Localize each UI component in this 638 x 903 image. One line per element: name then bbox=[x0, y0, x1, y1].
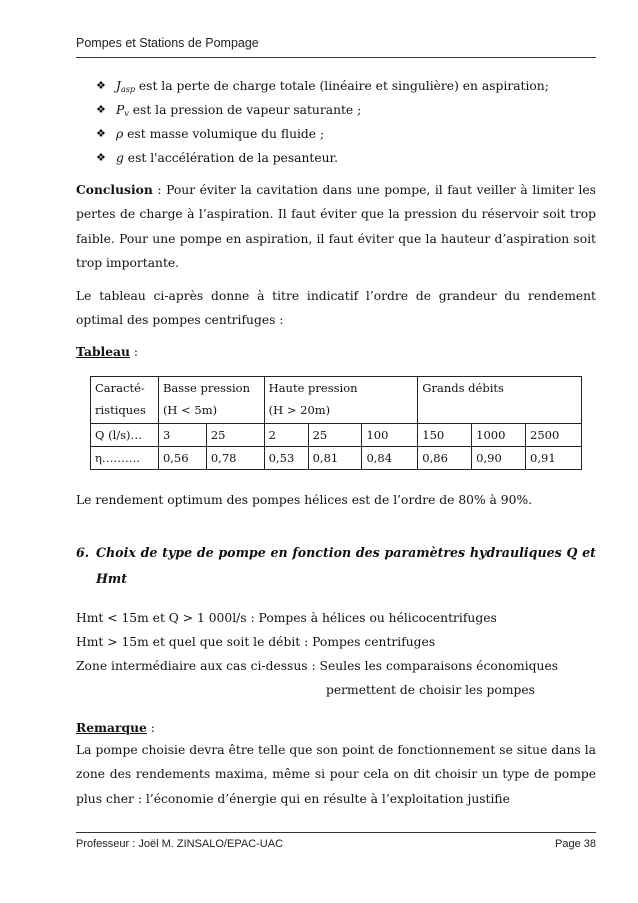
diamond-bullet-icon: ❖ bbox=[96, 151, 106, 164]
rule-intermediate: Zone intermédiaire aux cas ci-dessus : Seules les comparaisons économiques bbox=[76, 659, 559, 673]
table-cell: 0,91 bbox=[526, 447, 582, 470]
table-header-row bbox=[91, 377, 582, 424]
table-cell: 100 bbox=[362, 424, 418, 447]
header-cell-characteristics: Caracté- ristiques bbox=[91, 377, 159, 424]
rule-intermediate-continued: permettent de choisir les pompes bbox=[326, 683, 535, 697]
row-label: Q (l/s)… bbox=[91, 424, 159, 447]
table-cell: 2 bbox=[264, 424, 308, 447]
header-cell-low-pressure: Basse pression (H < 5m) bbox=[158, 377, 264, 424]
table-intro-paragraph: Le tableau ci-après donne à titre indicatif l’ordre de grandeur du rendement optimal des pompes centrifuges : bbox=[76, 289, 596, 328]
helice-efficiency-note: Le rendement optimum des pompes hélices est de l’ordre de 80% à 90%. bbox=[76, 493, 533, 507]
bullet-text: est l'accélération de la pesanteur. bbox=[127, 151, 338, 165]
remark-label-suffix: : bbox=[146, 721, 155, 735]
table-cell: 25 bbox=[308, 424, 362, 447]
bullet-item-rho bbox=[96, 122, 596, 146]
symbol: P bbox=[116, 103, 125, 117]
table-cell: 0,90 bbox=[472, 447, 526, 470]
conclusion-text: : Pour éviter la cavitation dans une pompe, il faut veiller à limiter les pertes de charge à l’aspiration. Il faut éviter que la pression du réservoir soit trop faible. Pour une pompe en aspiration, il faut éviter que la hauteur d’aspiration soit trop importante. bbox=[76, 183, 596, 271]
table-cell: 0,53 bbox=[264, 447, 308, 470]
table-cell: 0,84 bbox=[362, 447, 418, 470]
rule-high-hmt: Hmt > 15m et quel que soit le débit : Pompes centrifuges bbox=[76, 635, 436, 649]
symbol: J bbox=[116, 79, 121, 93]
conclusion-label: Conclusion bbox=[76, 182, 153, 197]
symbol: g bbox=[116, 151, 124, 165]
bullet-item-jasp bbox=[96, 74, 596, 98]
bullet-item-g bbox=[96, 146, 596, 170]
table-cell: 2500 bbox=[526, 424, 582, 447]
conclusion-paragraph bbox=[76, 178, 596, 276]
header-cell-high-pressure: Haute pression (H > 20m) bbox=[264, 377, 418, 424]
table-cell: 25 bbox=[206, 424, 264, 447]
header-rule bbox=[76, 57, 596, 58]
symbol-subscript: v bbox=[124, 109, 129, 118]
efficiency-table bbox=[90, 376, 582, 470]
remark-label: Remarque bbox=[76, 720, 147, 735]
symbol-definitions bbox=[96, 74, 596, 170]
table-cell: 1000 bbox=[472, 424, 526, 447]
footer-page-number: Page 38 bbox=[555, 838, 596, 850]
remark-heading bbox=[76, 716, 596, 740]
table-cell: 0,86 bbox=[418, 447, 472, 470]
symbol-subscript: asp bbox=[120, 85, 135, 94]
footer-author: Professeur : Joël M. ZINSALO/EPAC-UAC bbox=[76, 838, 284, 850]
diamond-bullet-icon: ❖ bbox=[96, 103, 106, 116]
remark-paragraph: La pompe choisie devra être telle que son point de fonctionnement se situe dans la zone des rendements maxima, même si pour cela on dit choisir un type de pompe plus cher : l’économie d’énergie qui en résulte à l’exploitation justifie bbox=[76, 743, 596, 806]
bullet-text: est masse volumique du fluide ; bbox=[127, 127, 325, 141]
row-label: η………. bbox=[91, 447, 159, 470]
bullet-text: est la perte de charge totale (linéaire et singulière) en aspiration; bbox=[138, 79, 549, 93]
section-number: 6. bbox=[76, 545, 90, 560]
bullet-item-pv bbox=[96, 98, 596, 122]
running-header: Pompes et Stations de Pompage bbox=[76, 36, 259, 50]
table-cell: 0,56 bbox=[158, 447, 206, 470]
table-cell: 0,81 bbox=[308, 447, 362, 470]
table-label-suffix: : bbox=[129, 345, 139, 359]
header-cell-large-flows: Grands débits bbox=[418, 377, 582, 424]
section-title-line2: Hmt bbox=[96, 571, 128, 586]
table-row-flow bbox=[91, 424, 582, 447]
table-cell: 3 bbox=[158, 424, 206, 447]
table-caption bbox=[76, 340, 596, 364]
diamond-bullet-icon: ❖ bbox=[96, 127, 106, 140]
table-cell: 0,78 bbox=[206, 447, 264, 470]
section-title-line1: Choix de type de pompe en fonction des paramètres hydrauliques Q et bbox=[96, 545, 596, 560]
diamond-bullet-icon: ❖ bbox=[96, 79, 106, 92]
table-cell: 150 bbox=[418, 424, 472, 447]
symbol: ρ bbox=[116, 127, 124, 141]
table-label: Tableau bbox=[76, 344, 130, 359]
rule-low-hmt: Hmt < 15m et Q > 1 000l/s : Pompes à hélices ou hélicocentrifuges bbox=[76, 611, 497, 625]
bullet-text: est la pression de vapeur saturante ; bbox=[132, 103, 362, 117]
footer-rule bbox=[76, 832, 596, 833]
table-row-efficiency bbox=[91, 447, 582, 470]
